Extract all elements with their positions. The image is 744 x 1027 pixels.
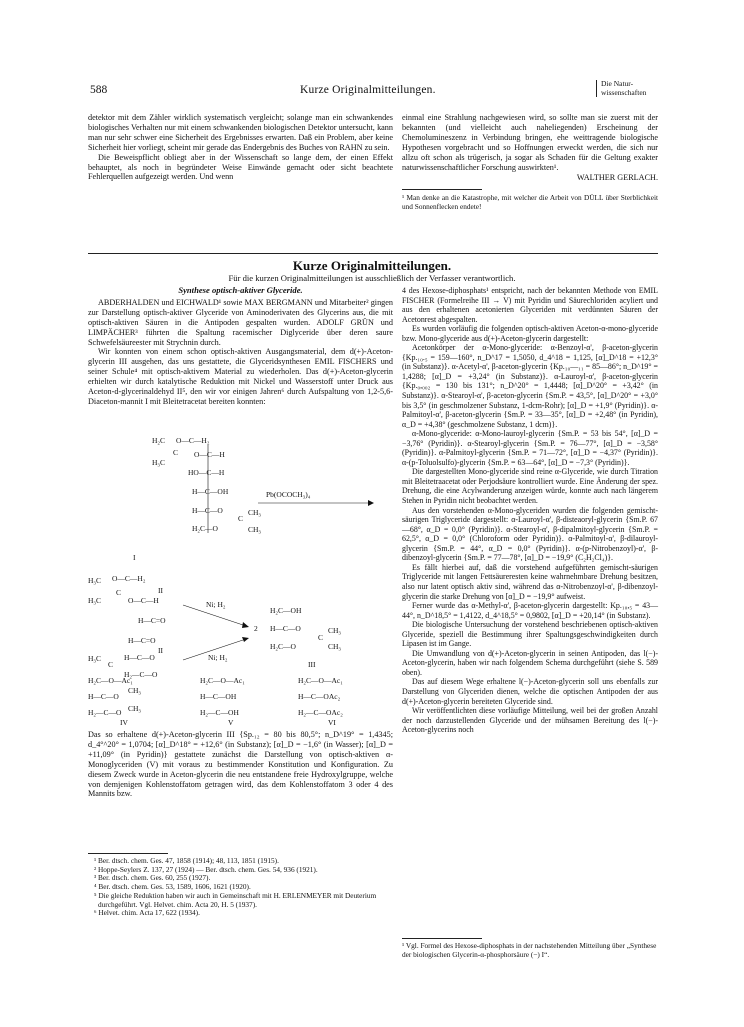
article-left-continuation bbox=[88, 730, 393, 799]
top-right-paragraph: einmal eine Strahlung nachgewiesen wird, so sollte man sie zuerst mit der bekannten (und vielleicht auch naheliegenden) Erscheinung der Chemolumineszenz in Verbindung bringen, ehe weittragende biologische Hypothesen vorgebracht und so Hoffnungen erweckt werden, die sich nur allzu oft schon als trügerisch, ja sogar als Schaden für die Geltung exakter naturwissenschaftlicher Forschung auswirkten¹. bbox=[402, 113, 658, 172]
article-paragraph-2: Wir konnten von einem schon optisch-aktiven Ausgangsmaterial, dem d(+)-Aceton-glycerin III ausgehen, das uns gestattete, die Glyceridsynthesen EMIL FISCHERS und seiner Schule⁴ mit optisch-aktivem Material zu wiederholen. Das d(+)-Aceton-glycerin erhielten wir durch katalytische Reduktion mit Nickel und Wasserstoff unter Druck aus Aceton-d-glycerinaldehyd II⁵, den wir vor einigen Jahren⁶ durch Aufspaltung von 1,2-5,6-Diaceton-mannit I mit Bleitetracetat bereiten konnten: bbox=[88, 347, 393, 406]
svg-text:H₃C: H₃C bbox=[152, 458, 166, 467]
journal-name bbox=[596, 80, 661, 97]
svg-text:H₃C: H₃C bbox=[88, 596, 102, 605]
svg-text:CH₃: CH₃ bbox=[248, 525, 262, 534]
reagent-ni-h2-b: Ni; H₂ bbox=[208, 653, 228, 662]
top-left-column bbox=[88, 113, 393, 182]
section-title: Kurze Originalmitteilungen. bbox=[292, 258, 452, 273]
svg-text:H—C—OH: H—C—OH bbox=[200, 692, 237, 701]
top-footnote: ¹ Man denke an die Katastrophe, mit welcher die Arbeit von DÜLL über Sterblichkeit und Sonnenflecken endete! bbox=[402, 193, 658, 212]
right-paragraph-12: Wir veröffentlichten diese vorläufige Mitteilung, weil bei der großen Anzahl der noch darzustellenden Glyceride und der mühsamen Bereitung des l(−)-Aceton-glycerins noch bbox=[402, 706, 658, 735]
svg-text:H₂C: H₂C bbox=[152, 436, 166, 445]
svg-text:H—C—OAc₂: H—C—OAc₂ bbox=[298, 692, 341, 701]
right-paragraph-2: Es wurden vorläufig die folgenden optisch-aktiven Aceton-α-mono-glyceride bzw. Mono-glyceride aus d(+)-Aceton-glycerin dargestellt: bbox=[402, 324, 658, 343]
label-I: I bbox=[133, 553, 136, 562]
top-left-paragraph-2: Die Beweispflicht obliegt aber in der Wissenschaft so lange dem, der einen Effekt behauptet, als noch in begründeter Weise Einwände gemacht oder sicht beachtete Fehlerquellen aufgezeigt werden. Und wenn bbox=[88, 152, 393, 182]
compound-I-structure bbox=[133, 436, 261, 562]
compound-III-structure bbox=[254, 606, 341, 669]
svg-text:H₂—C—O: H₂—C—O bbox=[124, 670, 158, 679]
footnote-3: ³ Ber. dtsch. chem. Ges. 60, 255 (1927). bbox=[94, 873, 211, 883]
svg-text:H₂—C—O: H₂—C—O bbox=[88, 708, 122, 717]
signature: WALTHER GERLACH. bbox=[576, 173, 658, 183]
svg-text:H₃C: H₃C bbox=[88, 654, 102, 663]
svg-text:H₃C: H₃C bbox=[88, 576, 102, 585]
svg-text:H₂—C—OAc₂: H₂—C—OAc₂ bbox=[298, 708, 343, 717]
compound-VI-structure bbox=[298, 676, 343, 725]
right-paragraph-9: Die biologische Untersuchung der vorstehend beschriebenen optisch-aktiven Glyceride, speziell die Bestimmung ihrer Spaltungsgeschwindigkeiten durch Lipasen ist im Gange. bbox=[402, 620, 658, 649]
right-paragraph-8: Ferner wurde das α-Methyl-α', β-aceton-glycerin dargestellt: Kp.₁₀,₅ = 43—44°, n_D^18,5° = 1,4122, d_4^18,5° = 0,9802, [α]_D = +20,14° (in Substanz). bbox=[402, 601, 658, 620]
label-2: 2 bbox=[254, 624, 258, 633]
label-II-b: II bbox=[158, 646, 163, 655]
svg-text:O—C—H: O—C—H bbox=[194, 450, 225, 459]
svg-text:O—C—H: O—C—H bbox=[128, 596, 159, 605]
svg-text:H—C—O: H—C—O bbox=[88, 692, 119, 701]
right-paragraph-7: Es fällt hierbei auf, daß die vorstehend aufgeführten gemischt-säurigen Triglyceride mit langen Fettsäureresten keine wahrnehmbare Drehung besitzen, also nur latent optisch aktiv sind, während das α-Nitrobenzoyl-α', β-dibenzoyl-glycerin die starke Drehung von [α]_D = −19,9° aufweist. bbox=[402, 562, 658, 601]
section-subtitle: Für die kurzen Originalmitteilungen ist ausschließlich der Verfasser verantwortlich. bbox=[228, 273, 516, 283]
right-paragraph-3: Acetonkörper der α-Mono-glyceride: α-Benzoyl-α', β-aceton-glycerin {Kp.₁₀.₅ = 159—160°, n_D^17 = 1,5050, d_4^18 = 1,125, [α]_D^18 = +12,3° (in Substanz)}. α-Acetyl-α', β-aceton-glycerin {Kp.₁₀—₁₁ = 85—86°; n_D^19° = 1,4288; [α]_D = +3,24° (in Substanz)}. α-Lauroyl-α', β-aceton-glycerin {Kp.₀,₀₀₂ = 130 bis 131°; n_D^20° = 1,4448; [α]_D^20° = +3,42° (in Substanz)}. α-Stearoyl-α', β-aceton-glycerin {Sm.P. = 43,5°, [α]_D^20° = +3,0° bis 3,5° (in geschmolzener Substanz, 1-dcm-Rohr); [α]_D = +1,9° (Pyridin)}. α-Palmitoyl-α', β-aceton-glycerin {Sm.P. = 33—35°, [α]_D = +2,48° (in Pyridin), α_D = +4,38° (geschmolzene Substanz, 1 dcm)}. bbox=[402, 343, 658, 429]
svg-text:H—C=O: H—C=O bbox=[138, 616, 166, 625]
svg-text:C: C bbox=[318, 633, 324, 642]
compound-II-lower bbox=[88, 636, 163, 679]
section-rule bbox=[88, 253, 658, 254]
svg-text:CH₃: CH₃ bbox=[248, 508, 262, 517]
svg-text:H₂C—OH: H₂C—OH bbox=[270, 606, 302, 615]
svg-text:H—C—O: H—C—O bbox=[270, 624, 301, 633]
top-right-column bbox=[402, 113, 658, 212]
right-footnote: ¹ Vgl. Formel des Hexose-diphosphats in der nachstehenden Mitteilung über „Synthese der biologischen Glycerin-α-phosphorsäure (−) I“. bbox=[402, 941, 657, 959]
right-paragraph-1: 4 des Hexose-diphosphats¹ entspricht, nach der bekannten Methode von EMIL FISCHER (Formelreihe III → V) mit Pyridin und Säurechloriden acyliert und aus den erhaltenen acetonierten Glyceriden mit verdünnten Säuren der Acetonrest abgespalten. bbox=[402, 286, 658, 324]
right-paragraph-5: Die dargestellten Mono-glyceride sind reine α-Glyceride, wie durch Titration mit Bleitetraacetat oder Perjodsäure kontrolliert wurde. Eine Änderung der spez. Drehung, die eine Acylwanderung anzeigen würde, konnte auch nach längerem Stehen in Pyridin nicht beobachtet werden. bbox=[402, 467, 658, 506]
label-IV: IV bbox=[120, 718, 128, 725]
top-left-paragraph-1: detektor mit dem Zähler wirklich systematisch vergleicht; solange man ein schwankendes biologisches Verhalten nur mit einem schwankenden biologischen Detektor untersucht, kann man nur sehr schwer eine Sicherheit des Ergebnisses erwarten. Daß ein Problem, aber keine Sicherheit hier vorliegt, scheint mir gerade das Endergebnis des Buches von RAHN zu sein. bbox=[88, 113, 393, 152]
running-title: Kurze Originalmitteilungen. bbox=[300, 84, 436, 96]
label-V: V bbox=[228, 718, 234, 725]
compound-IV-structure bbox=[88, 676, 141, 725]
reaction-scheme bbox=[88, 435, 393, 725]
svg-text:H—C—O: H—C—O bbox=[192, 506, 223, 515]
svg-text:CH₃: CH₃ bbox=[128, 704, 142, 713]
footnote-2: ² Hoppe-Seylers Z. 137, 27 (1924) — Ber. dtsch. chem. Ges. 54, 936 (1921). bbox=[94, 864, 318, 874]
label-II-a: II bbox=[158, 586, 163, 595]
reagent-ni-h2-a: Ni; H₂ bbox=[206, 600, 226, 609]
svg-text:H₂C—O: H₂C—O bbox=[270, 642, 296, 651]
article-paragraph-1: ABDERHALDEN und EICHWALD¹ sowie MAX BERGMANN und Mitarbeiter² gingen zur Darstellung optisch-aktiver Glyceride von Aminoderivaten des Glycerins aus, die mit optisch-aktiven Säuren in die Antipoden gespalten wurden. ADOLF GRÜN und LIMPÄCHER³ führten die Spaltung racemischer Diglyceride über deren saure Schwefelsäureester mit Strychnin durch. bbox=[88, 297, 393, 347]
svg-text:C: C bbox=[116, 588, 122, 597]
right-paragraph-11: Das auf diesem Wege erhaltene l(−)-Aceton-glycerin soll uns ebenfalls zur Darstellung von Glyceriden dienen, welche die optischen Antipoden der aus d(+)-Aceton-glycerin bereiteten Glyceride sind. bbox=[402, 677, 658, 706]
article-left-column bbox=[88, 286, 393, 407]
page-number: 588 bbox=[90, 84, 108, 96]
journal-line-1: Die Natur- bbox=[601, 79, 634, 88]
svg-text:H—C=O: H—C=O bbox=[128, 636, 156, 645]
footnote-4: ⁴ Ber. dtsch. chem. Ges. 53, 1589, 1606, 1621 (1920). bbox=[94, 882, 251, 892]
article-right-column bbox=[402, 286, 658, 735]
svg-text:H—C—OH: H—C—OH bbox=[192, 487, 229, 496]
svg-text:CH₃: CH₃ bbox=[328, 642, 342, 651]
svg-text:O—C—H₂: O—C—H₂ bbox=[176, 436, 210, 445]
svg-text:C: C bbox=[108, 660, 114, 669]
right-paragraph-6: Aus den vorstehenden α-Mono-glyceriden wurden die folgenden gemischt-säurigen Triglyceride dargestellt: α-Lauroyl-α', β-disteaoryl-glycerin {Sm.P. 67—68°, α_D = 0,0° (Pyridin)}. α-Stearoyl-α', β-dipalmitoyl-glycerin {Sm.P. = 62,5°, α_D = 0,0° (Chloroform oder Pyridin)}. α-Palmitoyl-α', β-dilauroyl-glycerin {Sm.P. = 44°, α_D = 0,0° (Pyridin)}. α-(p-Nitrobenzoyl)-α', β-dibenzoyl-glycerin {Sm.P. = 77—78°, [α]_D = −19,9° (C₂H₂Cl₄)}. bbox=[402, 505, 658, 563]
right-paragraph-4: α-Mono-glyceride: α-Mono-lauroyl-glycerin {Sm.P. = 53 bis 54°, [α]_D = −3,76° (Pyridin)}. α-Stearoyl-glycerin {Sm.P. = 76—77°, [α]_D = −3,58° (Pyridin)}. α-Palmitoyl-glycerin {Sm.P. = 71—72°, [α]_D = −4,37° (Pyridin)}. α-(p-Toluolsulfo)-glycerin {Sm.P. = 63—64°, [α]_D = −7,3° (Pyridin)}. bbox=[402, 429, 658, 467]
label-III: III bbox=[308, 660, 316, 669]
left-footnotes bbox=[88, 857, 393, 918]
svg-text:H₂—C—OH: H₂—C—OH bbox=[200, 708, 239, 717]
svg-text:CH₃: CH₃ bbox=[128, 686, 142, 695]
svg-text:H₂C—O: H₂C—O bbox=[192, 524, 218, 533]
svg-text:H—C—O: H—C—O bbox=[124, 653, 155, 662]
svg-text:C: C bbox=[173, 448, 179, 457]
article-paragraph-3: Das so erhaltene d(+)-Aceton-glycerin III {Sp.₁₂ = 80 bis 80,5°; n_D^19° = 1,4345; d_4°^20° = 1,0704; [α]_D^18° = +12,6° (in Substanz); [α]_D = −1,6° (in Wasser); [α]_D = +11,09° (in Pyridin)} gestattete zunächst die Darstellung von optisch-aktiven α-Monoglyceriden (V) mit voraus zu bestimmender Konstitution und Konfiguration. Zu diesem Zweck wurde in Aceton-glycerin die neu entstandene freie Hydroxylgruppe, welche von demjenigen Kohlenstoffatom getragen wird, das dem Kohlenstoffatom 3 oder 4 des Mannits bzw. bbox=[88, 730, 393, 799]
svg-text:H₂C—O—Ac₁: H₂C—O—Ac₁ bbox=[298, 676, 343, 685]
reagent-lead-tetraacetate: Pb(OCOCH₃)₄ bbox=[266, 490, 311, 499]
svg-text:HO—C—H: HO—C—H bbox=[188, 468, 225, 477]
journal-line-2: wissenschaften bbox=[601, 87, 647, 97]
article-heading: Synthese optisch-aktiver Glyceride. bbox=[178, 285, 303, 295]
footnote-6: ⁶ Helvet. chim. Acta 17, 622 (1934). bbox=[94, 908, 200, 918]
compound-V-structure bbox=[200, 676, 245, 725]
svg-text:C: C bbox=[238, 514, 244, 523]
footnote-5: ⁵ Die gleiche Reduktion haben wir auch in Gemeinschaft mit H. ERLENMEYER mit Deuterium durchgeführt. Vgl. Helvet. chim. Acta 20, H. 5 (1937). bbox=[94, 890, 377, 909]
svg-text:CH₃: CH₃ bbox=[328, 626, 342, 635]
svg-text:H₂C—O—Ac₁: H₂C—O—Ac₁ bbox=[88, 676, 133, 685]
svg-text:O—C—H₂: O—C—H₂ bbox=[112, 574, 146, 583]
svg-text:H₂C—O—Ac₁: H₂C—O—Ac₁ bbox=[200, 676, 245, 685]
footnote-1: ¹ Ber. dtsch. chem. Ges. 47, 1858 (1914); 48, 113, 1851 (1915). bbox=[94, 856, 279, 865]
compound-II-upper bbox=[88, 574, 166, 625]
right-paragraph-10: Die Umwandlung von d(+)-Aceton-glycerin in seinen Antipoden, das l(−)-Aceton-glycerin, haben wir nach folgendem Schema durchgeführt (siehe S. 589 oben). bbox=[402, 648, 658, 677]
label-VI: VI bbox=[328, 718, 336, 725]
